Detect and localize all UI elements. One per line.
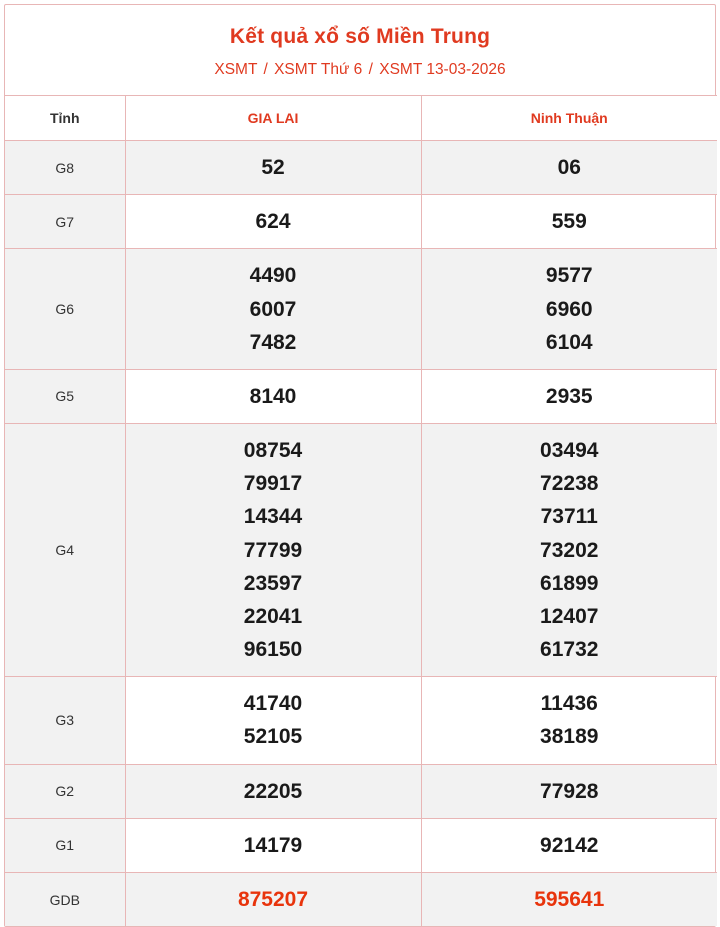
result-number: 52: [261, 156, 285, 179]
result-number: 96150: [243, 638, 303, 662]
result-numbers-ninh-thuan: [421, 872, 717, 926]
result-numbers-gia-lai: [125, 872, 421, 926]
result-numbers-ninh-thuan: [421, 249, 717, 370]
result-number: 22205: [243, 779, 303, 803]
result-number: 12407: [540, 604, 599, 628]
result-number: 77799: [243, 538, 303, 562]
table-row: [5, 818, 717, 872]
breadcrumb-item-region[interactable]: XSMT: [214, 61, 258, 78]
breadcrumb-separator-2: /: [368, 61, 373, 78]
result-number: 4490: [249, 264, 297, 288]
column-header-gia-lai[interactable]: GIA LAI: [125, 96, 421, 141]
result-number: 73202: [540, 538, 599, 562]
prize-label: G6: [5, 249, 125, 370]
result-numbers-gia-lai: [125, 818, 421, 872]
result-numbers-gia-lai: [125, 677, 421, 764]
result-number: 11436: [540, 692, 598, 716]
result-number: 624: [255, 210, 291, 234]
breadcrumb: [5, 49, 715, 95]
result-number: 92142: [540, 833, 599, 857]
result-number: 9577: [545, 264, 593, 288]
table-row: [5, 872, 717, 926]
result-number: 73711: [540, 505, 598, 529]
result-number: 79917: [243, 472, 303, 496]
lottery-results-page: [0, 4, 720, 911]
result-number: 8140: [249, 384, 297, 408]
prize-label: G7: [5, 195, 125, 249]
result-numbers-gia-lai: [125, 764, 421, 818]
prize-label: G1: [5, 818, 125, 872]
prize-label: G8: [5, 141, 125, 195]
table-row: [5, 249, 717, 370]
breadcrumb-item-weekday[interactable]: XSMT Thứ 6: [274, 61, 363, 78]
prize-label: G5: [5, 369, 125, 423]
table-body: [5, 141, 717, 927]
result-number: 559: [551, 210, 587, 234]
result-numbers-ninh-thuan: [421, 424, 717, 677]
result-number: 22041: [243, 604, 303, 628]
result-number: 2935: [545, 384, 593, 408]
results-card: [4, 4, 716, 927]
result-number: 61732: [540, 638, 599, 662]
result-number: 61899: [540, 571, 599, 595]
result-numbers-gia-lai: [125, 195, 421, 249]
result-numbers-ninh-thuan: [421, 764, 717, 818]
result-numbers-gia-lai: [125, 424, 421, 677]
result-number: 7482: [249, 330, 297, 354]
result-number: 6960: [545, 297, 593, 321]
result-numbers-ninh-thuan: [421, 818, 717, 872]
result-numbers-gia-lai: [125, 249, 421, 370]
prize-label: GDB: [5, 872, 125, 926]
result-number: 595641: [534, 887, 605, 911]
result-number: 77928: [540, 779, 599, 803]
result-number: 14179: [243, 833, 303, 857]
column-header-province: Tỉnh: [5, 96, 125, 141]
result-number: 52105: [243, 725, 303, 749]
table-row: [5, 764, 717, 818]
table-row: [5, 141, 717, 195]
result-number: 875207: [237, 887, 309, 911]
result-numbers-ninh-thuan: [421, 369, 717, 423]
prize-label: G4: [5, 424, 125, 677]
table-row: [5, 677, 717, 764]
result-number: 03494: [540, 439, 599, 463]
result-number: 38189: [540, 725, 599, 749]
breadcrumb-separator-1: /: [263, 61, 268, 78]
result-number: 6007: [249, 297, 297, 321]
result-number: 08754: [243, 439, 303, 463]
prize-label: G2: [5, 764, 125, 818]
result-number: 06: [557, 156, 581, 179]
table-row: [5, 424, 717, 677]
result-numbers-ninh-thuan: [421, 677, 717, 764]
result-number: 23597: [243, 571, 303, 595]
result-number: 6104: [545, 330, 593, 354]
table-head: [5, 96, 717, 141]
result-number: 41740: [243, 692, 303, 716]
result-numbers-gia-lai: [125, 369, 421, 423]
table-header-row: [5, 96, 717, 141]
column-header-ninh-thuan[interactable]: Ninh Thuận: [421, 96, 717, 141]
result-numbers-ninh-thuan: [421, 195, 717, 249]
prize-label: G3: [5, 677, 125, 764]
result-number: 72238: [540, 472, 599, 496]
breadcrumb-item-date[interactable]: XSMT 13-03-2026: [379, 61, 506, 78]
results-table: [5, 95, 717, 926]
table-row: [5, 369, 717, 423]
table-row: [5, 195, 717, 249]
result-numbers-gia-lai: [125, 141, 421, 195]
result-number: 14344: [243, 505, 303, 529]
page-title: Kết quả xổ số Miền Trung: [229, 25, 491, 48]
result-numbers-ninh-thuan: [421, 141, 717, 195]
